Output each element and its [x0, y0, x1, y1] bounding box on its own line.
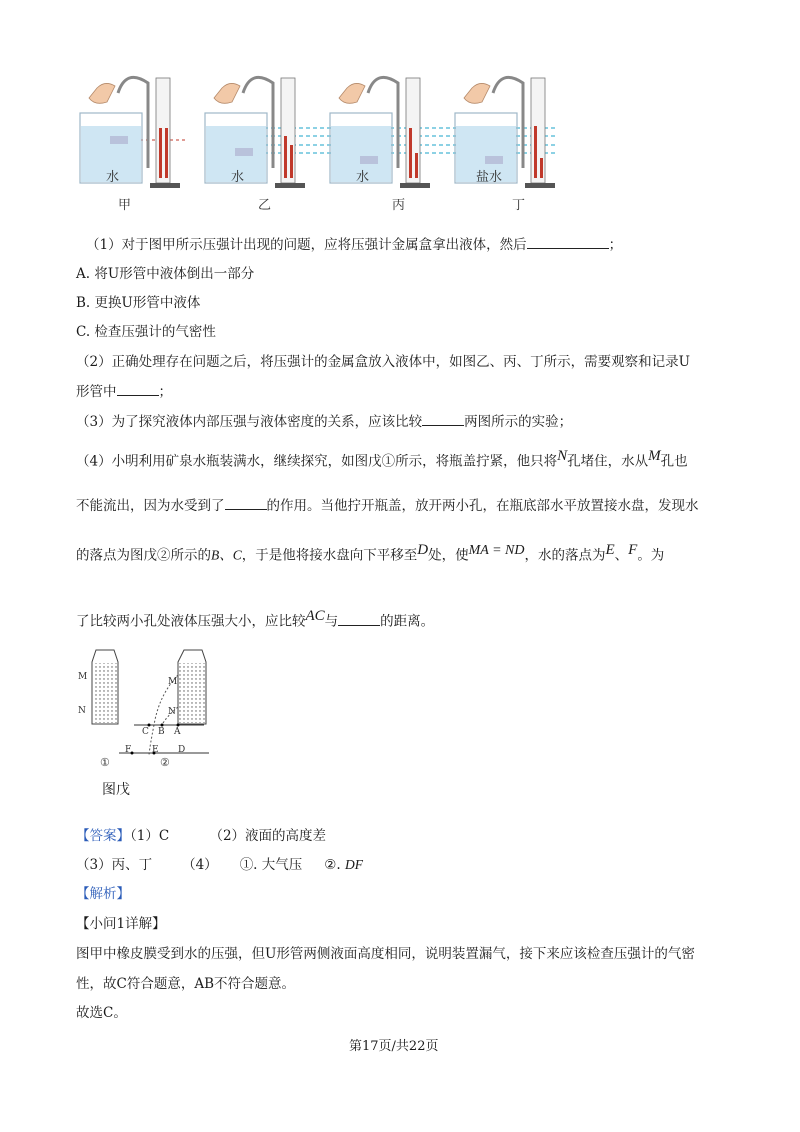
- beaker-liquid-label: 盐水: [476, 170, 503, 185]
- bottle-1: [92, 650, 118, 724]
- label-d: D: [178, 745, 186, 755]
- label-circle-2: ②: [160, 756, 170, 769]
- question-4-line2: 不能流出，因为水受到了 的作用。当他拧开瓶盖，放开两小孔，在瓶底部水平放置接水盘，发现水: [76, 494, 699, 514]
- analysis-tag: 【解析】: [76, 886, 130, 902]
- beaker-liquid-label: 水: [231, 170, 245, 185]
- figure-caption-wu: 图戊: [102, 782, 130, 798]
- beaker-liquid-label: 水: [106, 170, 120, 185]
- figure-label-ding: 丁: [512, 198, 526, 213]
- beaker-setup-bing: [330, 77, 430, 188]
- figure-bottles: [74, 645, 214, 770]
- option-a: A. 将U形管中液体倒出一部分: [76, 266, 255, 282]
- beaker-setup-jia: [80, 77, 180, 188]
- analysis-subheading: 【小问1详解】: [76, 916, 166, 932]
- option-b: B. 更换U形管中液体: [76, 295, 201, 311]
- question-1: （1）对于图甲所示压强计出现的问题，应将压强计金属盒拿出液体，然后 ；: [86, 233, 622, 253]
- figure-label-jia: 甲: [118, 198, 132, 213]
- question-4-line4: 了比较两小孔处液体压强大小，应比较$^{AC}$与 的距离。: [76, 608, 435, 630]
- option-c: C. 检查压强计的气密性: [76, 324, 216, 340]
- question-4-line1: （4）小明利用矿泉水瓶装满水，继续探究，如图戊①所示，将瓶盖拧紧，他只将$^N$孔堵住，水从$^M$孔也: [76, 448, 688, 470]
- bottle-2: [178, 650, 206, 724]
- label-n2: N: [168, 707, 176, 717]
- question-2-line1: （2）正确处理存在问题之后，将压强计的金属盒放入液体中，如图乙、丙、丁所示，需要观察和记录U: [76, 354, 690, 370]
- label-c: C: [142, 727, 149, 737]
- label-a: A: [174, 727, 181, 737]
- label-m2: M: [168, 677, 178, 687]
- label-circle-1: ①: [100, 756, 110, 769]
- figure-label-bing: 丙: [392, 198, 406, 213]
- label-e: E: [152, 745, 159, 755]
- answer-row-1: 【答案】（1）C （2）液面的高度差: [76, 828, 327, 844]
- beaker-liquid-label: 水: [356, 170, 370, 185]
- label-n: N: [78, 706, 86, 716]
- question-2-line2: 形管中 ；: [76, 380, 172, 400]
- label-b: B: [158, 727, 165, 737]
- answer-row-2: （3）丙、丁 （4） ①. 大气压 ②. DF: [76, 857, 363, 873]
- analysis-paragraph-2: 性，故C符合题意，AB不符合题意。: [76, 976, 295, 992]
- beaker-setup-yi: [205, 77, 305, 188]
- beaker-setup-ding: [455, 77, 555, 188]
- label-f: F: [125, 745, 132, 755]
- answer-tag: 【答案】: [76, 828, 130, 844]
- question-4-line3: 的落点为图戊②所示的B、C，于是他将接水盘向下平移至$^D$处，使$^{MA = ND}$，水的落点为$^E$、$^F$。为: [76, 542, 665, 564]
- label-m: M: [78, 672, 88, 682]
- question-3: （3）为了探究液体内部压强与液体密度的关系，应该比较 两图所示的实验；: [76, 410, 572, 430]
- figure-label-yi: 乙: [258, 198, 272, 213]
- analysis-paragraph-1: 图甲中橡皮膜受到水的压强，但U形管两侧液面高度相同，说明装置漏气，接下来应该检查压强计的气密: [76, 946, 695, 962]
- page-number: 第17页/共22页: [349, 1039, 439, 1054]
- analysis-paragraph-3: 故选C。: [76, 1005, 127, 1021]
